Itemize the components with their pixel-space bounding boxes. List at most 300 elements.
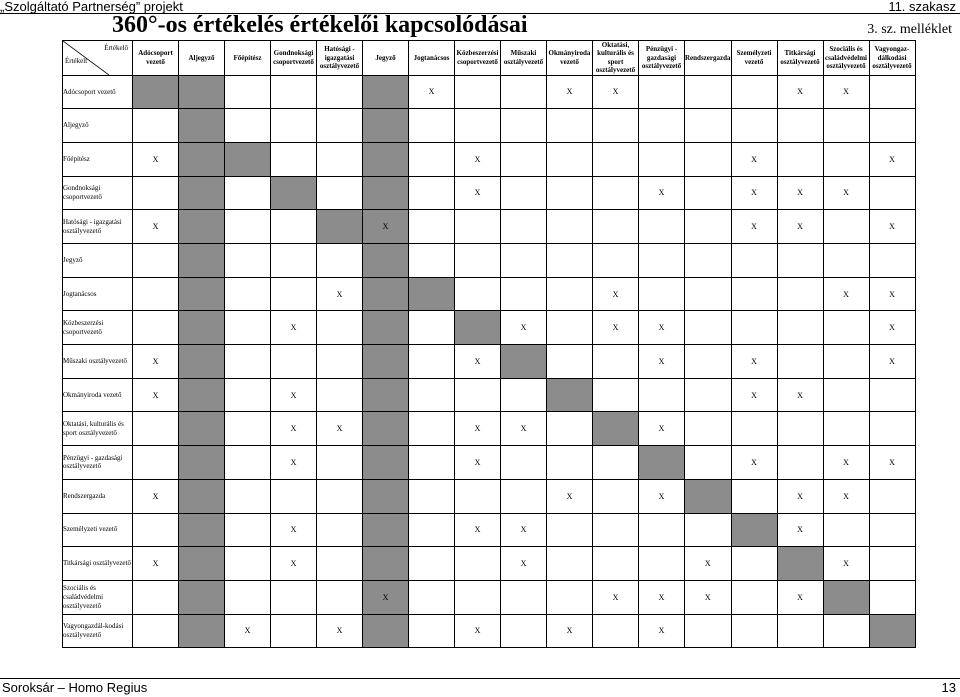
- matrix-cell: X: [869, 277, 915, 311]
- matrix-cell: [363, 176, 409, 210]
- matrix-cell: [777, 109, 823, 143]
- matrix-cell: [869, 580, 915, 614]
- matrix-cell: [869, 513, 915, 547]
- matrix-cell: X: [133, 142, 179, 176]
- matrix-cell: [685, 345, 732, 379]
- matrix-cell: [409, 311, 455, 345]
- matrix-cell: [317, 142, 363, 176]
- matrix-cell: [639, 547, 685, 581]
- matrix-cell: [823, 210, 869, 244]
- matrix-cell: [179, 412, 225, 446]
- matrix-cell: X: [271, 513, 317, 547]
- matrix-cell: [179, 614, 225, 648]
- matrix-cell: [777, 412, 823, 446]
- matrix-cell: [777, 345, 823, 379]
- matrix-cell: [271, 345, 317, 379]
- corner-evaluated-label: Értékelt: [65, 56, 88, 65]
- column-header: Szociális és családvédelmi osztályvezető: [823, 41, 869, 76]
- matrix-cell: [225, 479, 271, 513]
- matrix-cell: X: [731, 378, 777, 412]
- matrix-cell: [271, 75, 317, 109]
- matrix-cell: X: [823, 277, 869, 311]
- matrix-cell: X: [823, 176, 869, 210]
- column-header: Adócsoport vezető: [133, 41, 179, 76]
- matrix-cell: [409, 109, 455, 143]
- matrix-cell: [409, 378, 455, 412]
- matrix-cell: [317, 109, 363, 143]
- matrix-cell: X: [869, 311, 915, 345]
- matrix-cell: [455, 580, 501, 614]
- matrix-cell: [133, 277, 179, 311]
- matrix-row: [63, 513, 916, 547]
- matrix-row: [63, 378, 916, 412]
- matrix-cell: [317, 513, 363, 547]
- matrix-cell: X: [409, 75, 455, 109]
- matrix-cell: [731, 277, 777, 311]
- matrix-cell: [639, 75, 685, 109]
- matrix-cell: [179, 479, 225, 513]
- matrix-cell: [363, 547, 409, 581]
- row-header: Szociális és családvédelmi osztályvezető: [63, 580, 133, 614]
- matrix-cell: [777, 311, 823, 345]
- matrix-cell: [409, 412, 455, 446]
- matrix-cell: X: [271, 378, 317, 412]
- matrix-cell: [363, 142, 409, 176]
- matrix-cell: [271, 614, 317, 648]
- column-header: Főépítész: [225, 41, 271, 76]
- matrix-cell: X: [823, 479, 869, 513]
- matrix-cell: [179, 446, 225, 480]
- matrix-cell: [363, 378, 409, 412]
- matrix-cell: [133, 311, 179, 345]
- matrix-cell: [777, 244, 823, 278]
- row-header: Vagyongazdál-kodási osztályvezető: [63, 614, 133, 648]
- matrix-cell: X: [869, 345, 915, 379]
- matrix-row: [63, 412, 916, 446]
- matrix-header-row: [63, 41, 916, 76]
- matrix-cell: X: [455, 412, 501, 446]
- matrix-cell: [409, 513, 455, 547]
- matrix-cell: [225, 277, 271, 311]
- matrix-cell: [501, 580, 547, 614]
- matrix-cell: [317, 345, 363, 379]
- matrix-cell: [363, 311, 409, 345]
- matrix-row: [63, 446, 916, 480]
- matrix-cell: X: [363, 580, 409, 614]
- matrix-body: [63, 75, 916, 648]
- matrix-cell: X: [593, 75, 639, 109]
- matrix-cell: [593, 378, 639, 412]
- matrix-cell: [179, 378, 225, 412]
- matrix-cell: X: [547, 479, 593, 513]
- matrix-cell: [317, 547, 363, 581]
- matrix-cell: X: [455, 614, 501, 648]
- matrix-cell: [455, 75, 501, 109]
- matrix-cell: [685, 210, 732, 244]
- matrix-cell: X: [271, 547, 317, 581]
- matrix-cell: [593, 109, 639, 143]
- matrix-cell: [455, 277, 501, 311]
- matrix-cell: [179, 547, 225, 581]
- matrix-cell: [501, 75, 547, 109]
- row-header: Titkársági osztályvezető: [63, 547, 133, 581]
- row-header: Személyzeti vezető: [63, 513, 133, 547]
- matrix-cell: X: [593, 311, 639, 345]
- matrix-cell: [547, 412, 593, 446]
- matrix-cell: X: [501, 412, 547, 446]
- matrix-cell: X: [731, 446, 777, 480]
- matrix-cell: X: [731, 345, 777, 379]
- matrix-cell: X: [501, 547, 547, 581]
- footer-text: Soroksár – Homo Regius: [2, 680, 148, 695]
- matrix-cell: [731, 479, 777, 513]
- matrix-cell: [685, 412, 732, 446]
- matrix-cell: [547, 142, 593, 176]
- page-number: 13: [941, 680, 956, 695]
- matrix-cell: [409, 210, 455, 244]
- matrix-row: [63, 176, 916, 210]
- matrix-cell: [501, 614, 547, 648]
- matrix-cell: X: [271, 412, 317, 446]
- matrix-cell: [593, 345, 639, 379]
- matrix-cell: X: [639, 311, 685, 345]
- matrix-cell: [869, 75, 915, 109]
- matrix-cell: [271, 210, 317, 244]
- matrix-cell: [225, 244, 271, 278]
- matrix-cell: [133, 446, 179, 480]
- matrix-cell: [547, 244, 593, 278]
- diagonal-cell: [593, 412, 639, 446]
- diagonal-cell: [547, 378, 593, 412]
- matrix-cell: [547, 345, 593, 379]
- matrix-cell: X: [133, 210, 179, 244]
- column-header: Okmányiroda vezető: [547, 41, 593, 76]
- matrix-cell: [271, 479, 317, 513]
- matrix-cell: [869, 547, 915, 581]
- matrix-cell: X: [639, 176, 685, 210]
- matrix-row: [63, 479, 916, 513]
- matrix-cell: [547, 446, 593, 480]
- matrix-cell: X: [639, 345, 685, 379]
- matrix-cell: X: [685, 580, 732, 614]
- matrix-cell: X: [685, 547, 732, 581]
- diagonal-cell: [133, 75, 179, 109]
- matrix-cell: [271, 142, 317, 176]
- matrix-cell: [823, 513, 869, 547]
- matrix-cell: [685, 142, 732, 176]
- matrix-cell: X: [133, 547, 179, 581]
- evaluation-matrix: [62, 40, 916, 648]
- matrix-cell: [271, 277, 317, 311]
- matrix-cell: [731, 109, 777, 143]
- matrix-cell: [363, 345, 409, 379]
- matrix-cell: [179, 345, 225, 379]
- matrix-cell: [225, 176, 271, 210]
- matrix-cell: [685, 614, 732, 648]
- matrix-cell: X: [455, 345, 501, 379]
- matrix-cell: [869, 244, 915, 278]
- matrix-cell: [639, 210, 685, 244]
- matrix-cell: [869, 176, 915, 210]
- matrix-row: [63, 244, 916, 278]
- matrix-cell: [593, 513, 639, 547]
- matrix-cell: [133, 580, 179, 614]
- diagonal-cell: [501, 345, 547, 379]
- matrix-cell: [593, 244, 639, 278]
- matrix-row: [63, 580, 916, 614]
- matrix-cell: [547, 580, 593, 614]
- matrix-cell: [547, 210, 593, 244]
- matrix-cell: [363, 479, 409, 513]
- matrix-cell: [133, 513, 179, 547]
- matrix-cell: [455, 109, 501, 143]
- matrix-row: [63, 109, 916, 143]
- matrix-cell: [823, 345, 869, 379]
- matrix-cell: [823, 311, 869, 345]
- row-header: Gondnoksági csoportvezető: [63, 176, 133, 210]
- matrix-cell: [179, 513, 225, 547]
- matrix-cell: X: [823, 446, 869, 480]
- matrix-cell: X: [777, 580, 823, 614]
- matrix-cell: [317, 176, 363, 210]
- matrix-cell: [179, 311, 225, 345]
- column-header: Jegyző: [363, 41, 409, 76]
- matrix-cell: [455, 210, 501, 244]
- matrix-cell: X: [501, 311, 547, 345]
- matrix-cell: X: [455, 176, 501, 210]
- column-header: Műszaki osztályvezető: [501, 41, 547, 76]
- matrix-cell: [409, 614, 455, 648]
- matrix-cell: [455, 479, 501, 513]
- matrix-cell: X: [271, 311, 317, 345]
- matrix-cell: [685, 311, 732, 345]
- row-header: Jogtanácsos: [63, 277, 133, 311]
- diagonal-cell: [271, 176, 317, 210]
- matrix-cell: [501, 109, 547, 143]
- matrix-cell: X: [777, 176, 823, 210]
- matrix-cell: [731, 580, 777, 614]
- matrix-cell: [823, 614, 869, 648]
- matrix-cell: X: [777, 210, 823, 244]
- row-header: Adócsoport vezető: [63, 75, 133, 109]
- matrix-row: [63, 277, 916, 311]
- matrix-cell: X: [317, 277, 363, 311]
- matrix-cell: [317, 479, 363, 513]
- matrix-cell: [363, 513, 409, 547]
- matrix-cell: [409, 176, 455, 210]
- matrix-cell: X: [731, 210, 777, 244]
- matrix-cell: [225, 513, 271, 547]
- matrix-cell: [547, 277, 593, 311]
- matrix-cell: [501, 244, 547, 278]
- diagonal-cell: [823, 580, 869, 614]
- matrix-cell: [409, 142, 455, 176]
- matrix-cell: [593, 479, 639, 513]
- matrix-cell: [685, 244, 732, 278]
- matrix-cell: [639, 513, 685, 547]
- matrix-cell: [731, 412, 777, 446]
- matrix-cell: X: [455, 513, 501, 547]
- matrix-cell: [363, 412, 409, 446]
- matrix-cell: X: [133, 345, 179, 379]
- row-header: Jegyző: [63, 244, 133, 278]
- matrix-cell: X: [455, 142, 501, 176]
- matrix-cell: [731, 614, 777, 648]
- row-header: Műszaki osztályvezető: [63, 345, 133, 379]
- matrix-cell: X: [271, 446, 317, 480]
- matrix-cell: [225, 378, 271, 412]
- diagonal-cell: [317, 210, 363, 244]
- column-header: Pénzügyi - gazdasági osztályvezető: [639, 41, 685, 76]
- matrix-cell: X: [547, 614, 593, 648]
- matrix-cell: [363, 109, 409, 143]
- matrix-cell: [133, 412, 179, 446]
- diagonal-cell: [639, 446, 685, 480]
- matrix-cell: [133, 176, 179, 210]
- matrix-cell: [225, 75, 271, 109]
- matrix-cell: [271, 580, 317, 614]
- diagonal-cell: [777, 547, 823, 581]
- matrix-cell: [685, 75, 732, 109]
- matrix-cell: [639, 277, 685, 311]
- matrix-cell: X: [593, 580, 639, 614]
- matrix-cell: X: [731, 176, 777, 210]
- matrix-cell: [777, 614, 823, 648]
- matrix-cell: [179, 210, 225, 244]
- matrix-row: [63, 547, 916, 581]
- row-header: Közbeszerzési csoportvezető: [63, 311, 133, 345]
- matrix-cell: [317, 244, 363, 278]
- matrix-cell: [501, 446, 547, 480]
- matrix-cell: X: [823, 547, 869, 581]
- matrix-cell: [133, 614, 179, 648]
- matrix-cell: [547, 176, 593, 210]
- matrix-cell: [685, 513, 732, 547]
- diagonal-cell: [363, 244, 409, 278]
- matrix-cell: [501, 210, 547, 244]
- column-header: Aljegyző: [179, 41, 225, 76]
- matrix-cell: [731, 547, 777, 581]
- matrix-cell: X: [639, 479, 685, 513]
- corner-evaluator-label: Értékelő: [104, 44, 128, 52]
- matrix-cell: [685, 378, 732, 412]
- matrix-cell: [455, 244, 501, 278]
- matrix-cell: X: [455, 446, 501, 480]
- matrix-cell: X: [823, 75, 869, 109]
- matrix-cell: [133, 244, 179, 278]
- matrix-cell: X: [777, 513, 823, 547]
- matrix-cell: [547, 311, 593, 345]
- matrix-cell: [225, 210, 271, 244]
- matrix-cell: [455, 547, 501, 581]
- matrix-cell: X: [777, 479, 823, 513]
- matrix-cell: [409, 547, 455, 581]
- matrix-cell: [179, 176, 225, 210]
- matrix-cell: [179, 244, 225, 278]
- matrix-cell: [225, 446, 271, 480]
- column-header: Személyzeti vezető: [731, 41, 777, 76]
- matrix-cell: [639, 109, 685, 143]
- row-header: Okmányiroda vezető: [63, 378, 133, 412]
- matrix-cell: [409, 479, 455, 513]
- page-title: 360°-os értékelés értékelői kapcsolódásai: [112, 12, 528, 38]
- matrix-row: [63, 142, 916, 176]
- matrix-cell: [179, 142, 225, 176]
- matrix-cell: X: [869, 210, 915, 244]
- diagonal-cell: [409, 277, 455, 311]
- matrix-cell: [869, 479, 915, 513]
- matrix-cell: X: [777, 75, 823, 109]
- matrix-cell: X: [363, 210, 409, 244]
- column-header: Oktatási, kulturális és sport osztályvezető: [593, 41, 639, 76]
- matrix-cell: X: [133, 479, 179, 513]
- matrix-cell: X: [317, 412, 363, 446]
- matrix-cell: [869, 109, 915, 143]
- matrix-row: [63, 210, 916, 244]
- matrix-cell: [593, 614, 639, 648]
- matrix-cell: X: [639, 412, 685, 446]
- matrix-cell: [593, 446, 639, 480]
- matrix-row: [63, 75, 916, 109]
- matrix-cell: X: [501, 513, 547, 547]
- matrix-cell: [777, 446, 823, 480]
- diagonal-cell: [731, 513, 777, 547]
- matrix-cell: [823, 378, 869, 412]
- matrix-cell: [225, 345, 271, 379]
- matrix-cell: X: [225, 614, 271, 648]
- matrix-cell: X: [133, 378, 179, 412]
- matrix-cell: X: [639, 580, 685, 614]
- matrix-cell: [363, 446, 409, 480]
- column-header: Titkársági osztályvezető: [777, 41, 823, 76]
- matrix-cell: [179, 75, 225, 109]
- diagonal-cell: [225, 142, 271, 176]
- matrix-cell: X: [593, 277, 639, 311]
- matrix-cell: [225, 547, 271, 581]
- matrix-cell: [593, 142, 639, 176]
- project-name: „Szolgáltató Partnerség” projekt: [0, 0, 183, 14]
- matrix-cell: [179, 277, 225, 311]
- matrix-cell: [501, 142, 547, 176]
- matrix-cell: [317, 580, 363, 614]
- diagonal-cell: [685, 479, 732, 513]
- matrix-cell: [823, 412, 869, 446]
- row-header: Pénzügyi - gazdasági osztályvezető: [63, 446, 133, 480]
- matrix-cell: [501, 277, 547, 311]
- matrix-cell: [547, 513, 593, 547]
- matrix-cell: [639, 244, 685, 278]
- matrix-corner: [63, 41, 133, 76]
- column-header: Vagyongaz-dálkodási osztályvezető: [869, 41, 915, 76]
- matrix-cell: [731, 311, 777, 345]
- matrix-cell: [501, 378, 547, 412]
- matrix-cell: [593, 547, 639, 581]
- diagonal-cell: [455, 311, 501, 345]
- matrix-row: [63, 345, 916, 379]
- matrix-cell: [225, 311, 271, 345]
- matrix-cell: [409, 580, 455, 614]
- matrix-cell: [271, 109, 317, 143]
- matrix-cell: [869, 412, 915, 446]
- matrix-cell: X: [317, 614, 363, 648]
- matrix-cell: X: [639, 614, 685, 648]
- matrix-cell: [869, 378, 915, 412]
- matrix-cell: X: [777, 378, 823, 412]
- column-header: Hatósági - igazgatási osztályvezető: [317, 41, 363, 76]
- matrix-cell: [409, 244, 455, 278]
- column-header: Gondnoksági csoportvezető: [271, 41, 317, 76]
- matrix-cell: [593, 210, 639, 244]
